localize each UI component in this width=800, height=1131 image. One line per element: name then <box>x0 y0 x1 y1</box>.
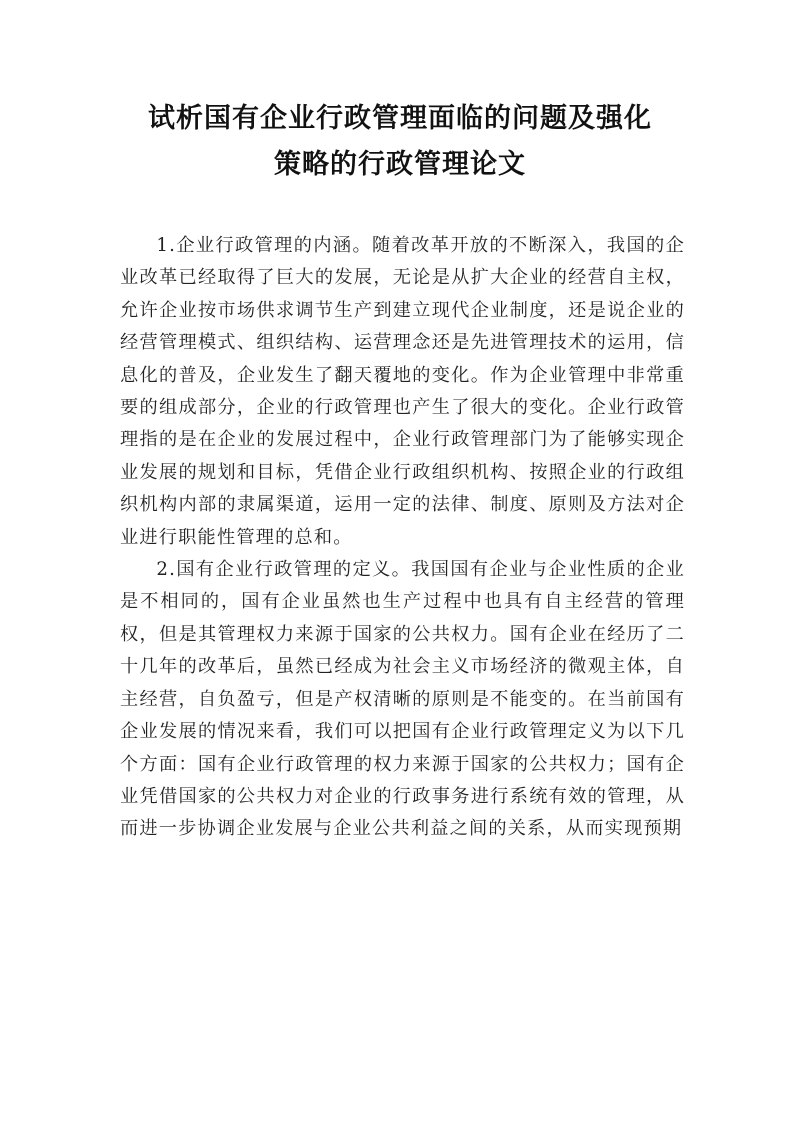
title-line-1: 试析国有企业行政管理面临的问题及强化 <box>148 103 652 134</box>
document-title <box>100 96 700 188</box>
title-line-2: 策略的行政管理论文 <box>274 149 526 180</box>
paragraph-2: 2.国有企业行政管理的定义。我国国有企业与企业性质的企业是不相同的，国有企业虽然也生产过程中也具有自主经营的管理权，但是其管理权力来源于国家的公共权力。国有企业在经历了二十几年的改革后，虽然已经成为社会主义市场经济的微观主体，自主经营，自负盈亏，但是产权清晰的原则是不能变的。在当前国有企业发展的情况来看，我们可以把国有企业行政管理定义为以下几个方面：国有企业行政管理的权力来源于国家的公共权力；国有企业凭借国家的公共权力对企业的行政事务进行系统有效的管理，从而进一步协调企业发展与企业公共利益之间的关系，从而实现预期 <box>120 559 685 840</box>
paragraph-1: 1.企业行政管理的内涵。随着改革开放的不断深入，我国的企业改革已经取得了巨大的发展，无论是从扩大企业的经营自主权，允许企业按市场供求调节生产到建立现代企业制度，还是说企业的经营管理模式、组织结构、运营理念还是先进管理技术的运用，信息化的普及，企业发生了翻天覆地的变化。作为企业管理中非常重要的组成部分，企业的行政管理也产生了很大的变化。企业行政管理指的是在企业的发展过程中，企业行政管理部门为了能够实现企业发展的规划和目标，凭借企业行政组织机构、按照企业的行政组织机构内部的隶属渠道，运用一定的法律、制度、原则及方法对企业进行职能性管理的总和。 <box>120 235 685 548</box>
document-body <box>120 230 685 846</box>
